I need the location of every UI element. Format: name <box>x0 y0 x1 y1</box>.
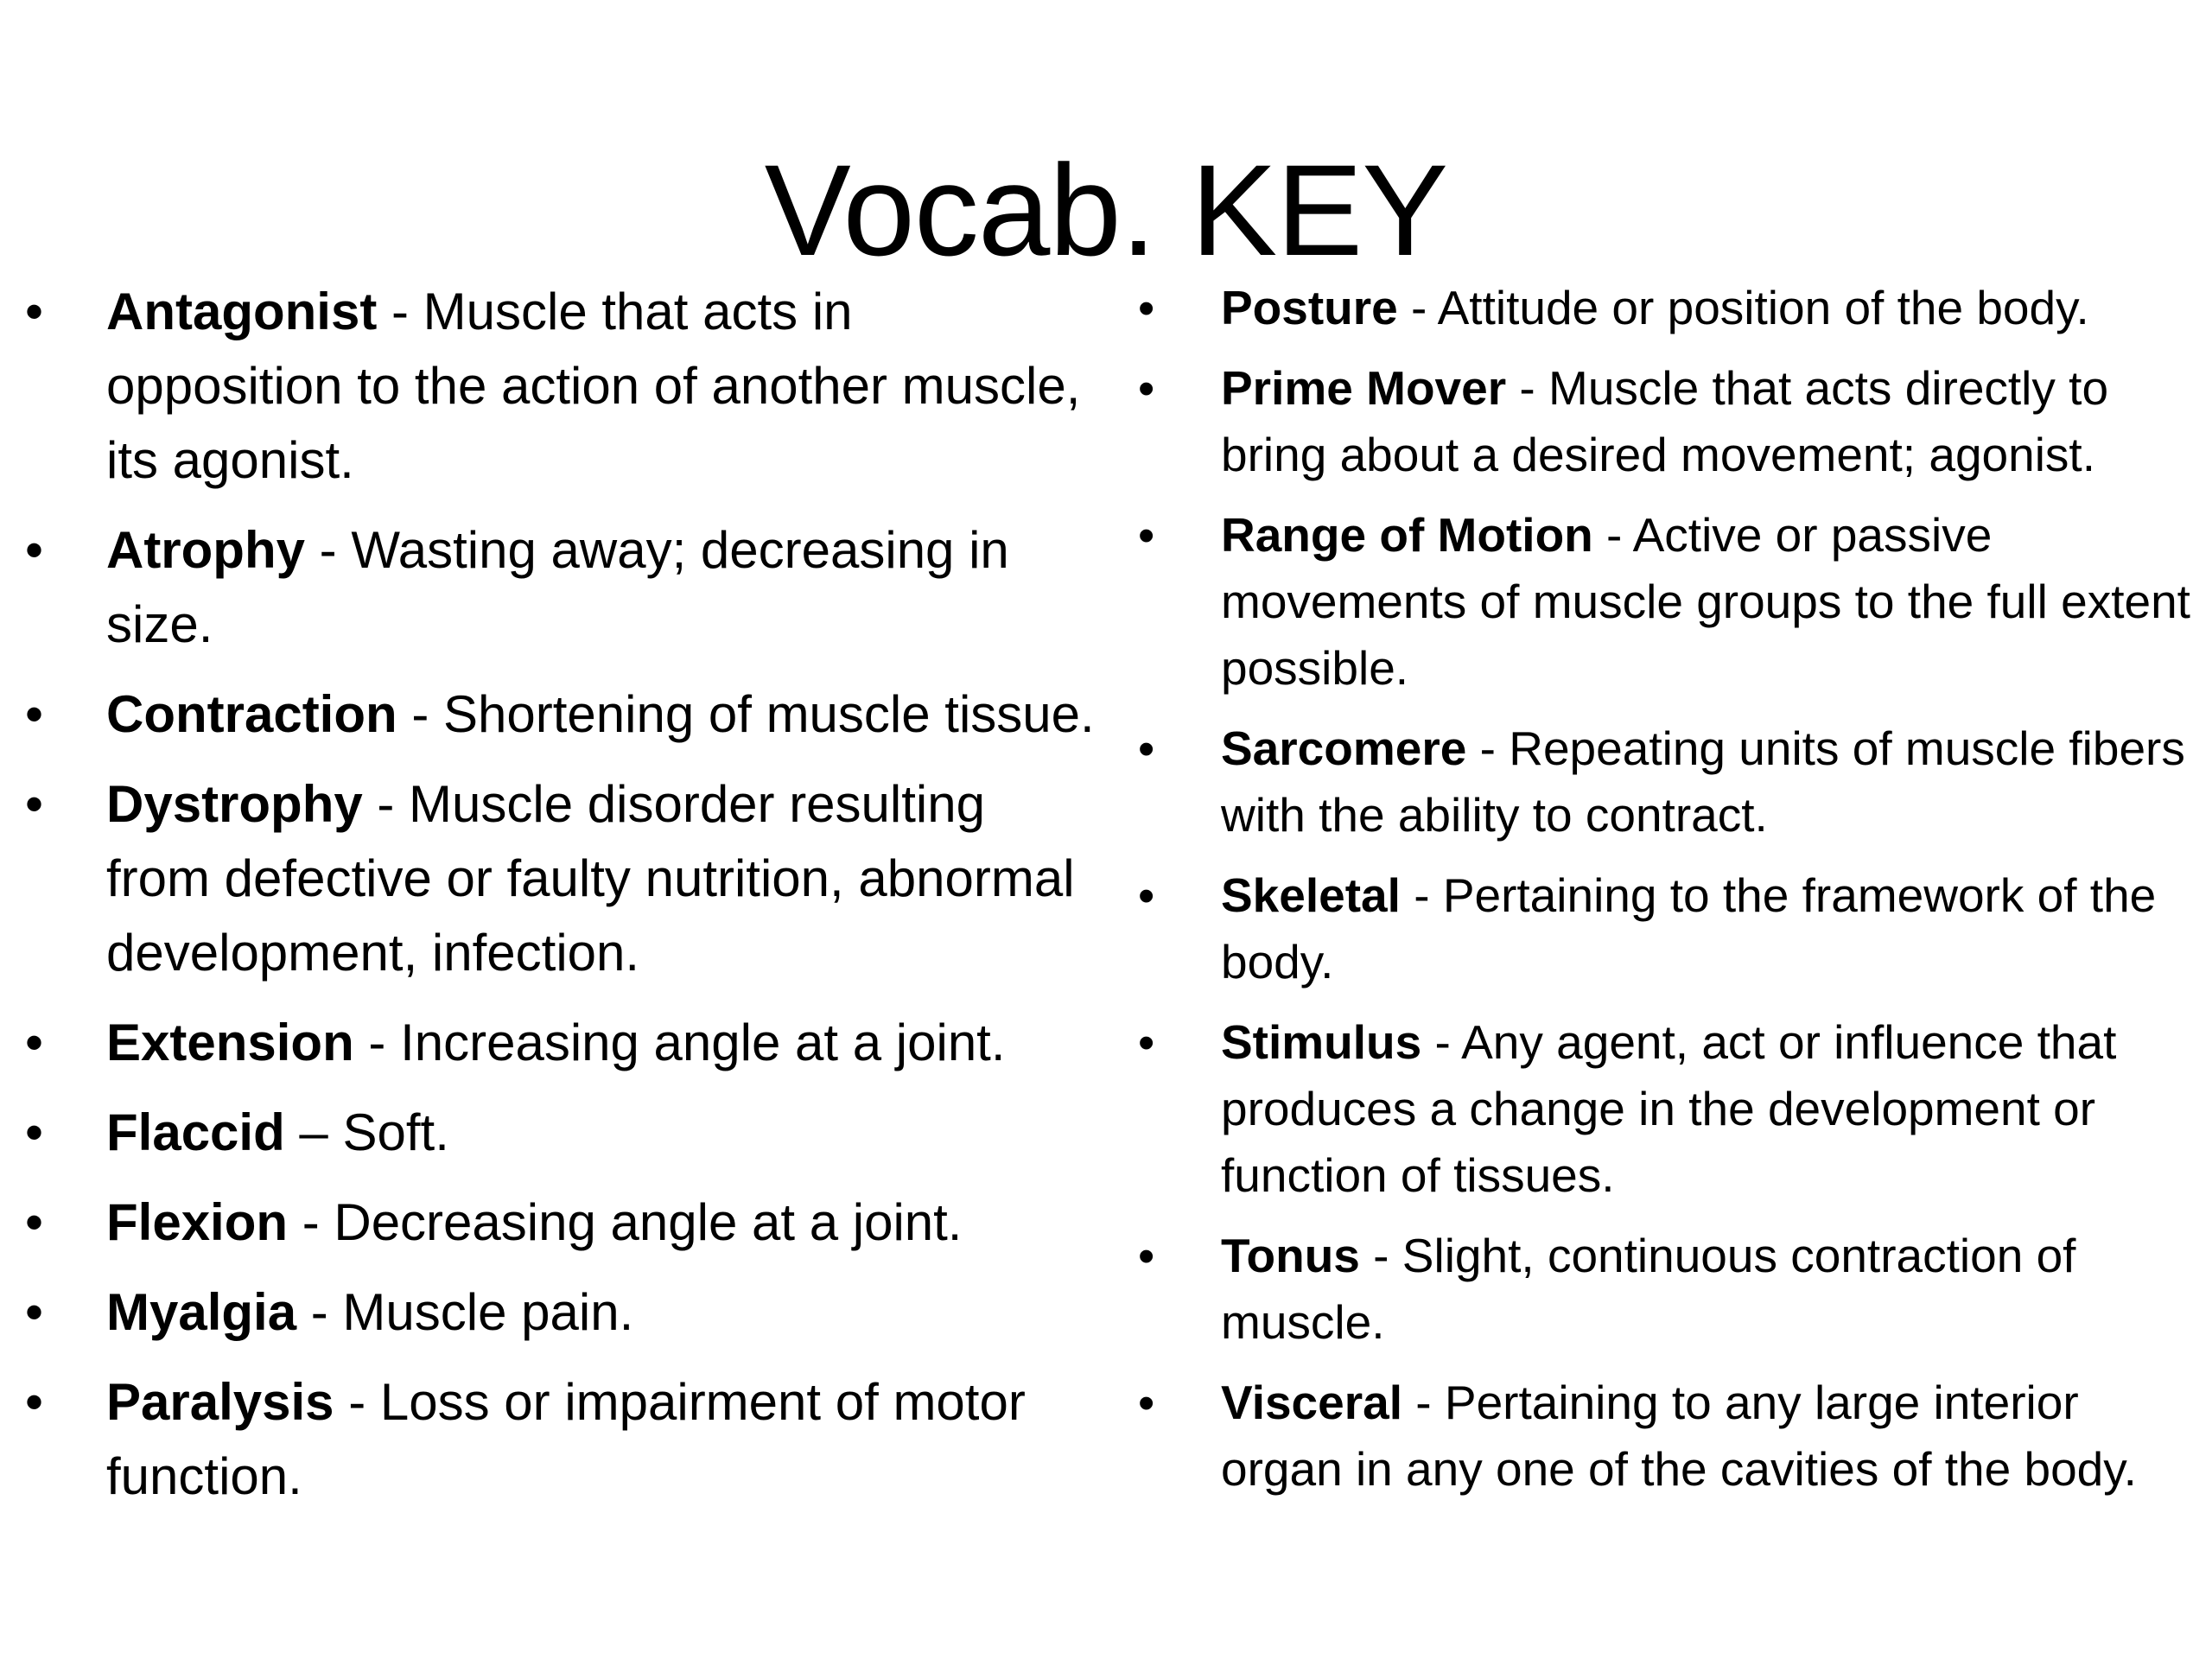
term-separator: - <box>296 1283 343 1341</box>
vocab-definition: Pertaining to the framework of the body. <box>1221 868 2157 988</box>
vocab-term: Posture <box>1221 281 1398 334</box>
term-separator: - <box>288 1193 334 1251</box>
bullet-icon: • <box>25 1373 44 1431</box>
vocab-definition: Wasting away; decreasing in size. <box>106 521 1009 653</box>
term-separator: - <box>1421 1015 1462 1069</box>
vocab-term: Skeletal <box>1221 868 1401 922</box>
vocab-term: Tonus <box>1221 1229 1360 1282</box>
vocab-definition: Increasing angle at a joint. <box>400 1014 1006 1071</box>
vocab-term: Flaccid <box>106 1103 285 1161</box>
vocab-term: Contraction <box>106 685 397 743</box>
term-separator: – <box>284 1103 343 1161</box>
bullet-icon: • <box>1138 281 1155 334</box>
vocab-definition: Repeating units of muscle fibers with the ability to contract. <box>1221 721 2185 842</box>
vocab-item <box>25 1185 1100 1260</box>
bullet-icon: • <box>25 1193 44 1251</box>
vocab-term: Range of Motion <box>1221 508 1593 562</box>
vocab-item <box>25 1006 1100 1080</box>
vocab-definition: Attitude or position of the body. <box>1437 281 2089 334</box>
slide-title: Vocab. KEY <box>764 137 1448 283</box>
vocab-item <box>1138 1009 2197 1209</box>
term-separator: - <box>1400 868 1443 922</box>
term-separator: - <box>397 685 443 743</box>
vocab-definition: Muscle that acts directly to bring about a desired movement; agonist. <box>1221 361 2109 481</box>
vocab-item <box>25 513 1100 662</box>
term-separator: - <box>1359 1229 1402 1282</box>
vocab-term: Visceral <box>1221 1376 1403 1429</box>
vocab-item <box>25 1096 1100 1170</box>
vocab-definition: Muscle disorder resulting from defective or faulty nutrition, abnormal development, infection. <box>106 775 1075 982</box>
bullet-icon: • <box>1138 1015 1155 1069</box>
term-separator: - <box>377 283 423 340</box>
bullet-icon: • <box>1138 721 1155 775</box>
vocab-definition: Decreasing angle at a joint. <box>334 1193 963 1251</box>
vocab-item <box>1138 502 2197 702</box>
vocab-definition: Muscle that acts in opposition to the action of another muscle, its agonist. <box>106 283 1081 489</box>
vocab-list-right <box>1138 275 2197 1516</box>
bullet-icon: • <box>25 1014 44 1071</box>
term-separator: - <box>1466 721 1510 775</box>
term-separator: - <box>1506 361 1549 415</box>
vocab-definition: Active or passive movements of muscle groups to the full extent possible. <box>1221 508 2190 695</box>
bullet-icon: • <box>1138 361 1155 415</box>
bullet-icon: • <box>1138 1229 1155 1282</box>
bullet-icon: • <box>1138 1376 1155 1429</box>
bullet-icon: • <box>25 775 44 833</box>
vocab-item <box>25 275 1100 498</box>
term-separator: - <box>334 1373 380 1431</box>
vocab-item <box>1138 715 2197 849</box>
vocab-term: Stimulus <box>1221 1015 1422 1069</box>
vocab-item <box>25 767 1100 990</box>
term-separator: - <box>362 775 410 833</box>
bullet-icon: • <box>25 283 44 340</box>
vocab-term: Myalgia <box>106 1283 297 1341</box>
vocab-definition: Shortening of muscle tissue. <box>442 685 1095 743</box>
vocab-term: Sarcomere <box>1221 721 1467 775</box>
vocab-item <box>25 677 1100 752</box>
vocab-definition: Pertaining to any large interior organ in any one of the cavities of the body. <box>1221 1376 2137 1496</box>
vocab-definition: Muscle pain. <box>342 1283 634 1341</box>
bullet-icon: • <box>25 521 44 579</box>
bullet-icon: • <box>1138 508 1155 562</box>
vocab-definition: Loss or impairment of motor function. <box>106 1373 1026 1505</box>
vocab-term: Extension <box>106 1014 354 1071</box>
term-separator: - <box>1402 1376 1445 1429</box>
vocab-item <box>25 1275 1100 1350</box>
vocab-term: Paralysis <box>106 1373 334 1431</box>
term-separator: - <box>353 1014 401 1071</box>
vocab-term: Flexion <box>106 1193 289 1251</box>
vocab-term: Antagonist <box>106 283 378 340</box>
vocab-list-left <box>25 275 1100 1529</box>
vocab-definition: Any agent, act or influence that produces a change in the development or function of tissues. <box>1221 1015 2117 1202</box>
vocab-item <box>25 1365 1100 1514</box>
vocab-term: Atrophy <box>106 521 305 579</box>
term-separator: - <box>304 521 352 579</box>
vocab-term: Prime Mover <box>1221 361 1507 415</box>
bullet-icon: • <box>1138 868 1155 922</box>
vocab-term: Dystrophy <box>106 775 363 833</box>
bullet-icon: • <box>25 685 44 743</box>
vocab-item <box>1138 355 2197 488</box>
vocab-item <box>1138 1223 2197 1356</box>
term-separator: - <box>1592 508 1633 562</box>
bullet-icon: • <box>25 1283 44 1341</box>
vocab-item <box>1138 1370 2197 1503</box>
vocab-item <box>1138 275 2197 341</box>
vocab-definition: Soft. <box>342 1103 449 1161</box>
vocab-item <box>1138 862 2197 995</box>
bullet-icon: • <box>25 1103 44 1161</box>
vocab-definition: Slight, continuous contraction of muscle. <box>1221 1229 2076 1349</box>
term-separator: - <box>1397 281 1438 334</box>
